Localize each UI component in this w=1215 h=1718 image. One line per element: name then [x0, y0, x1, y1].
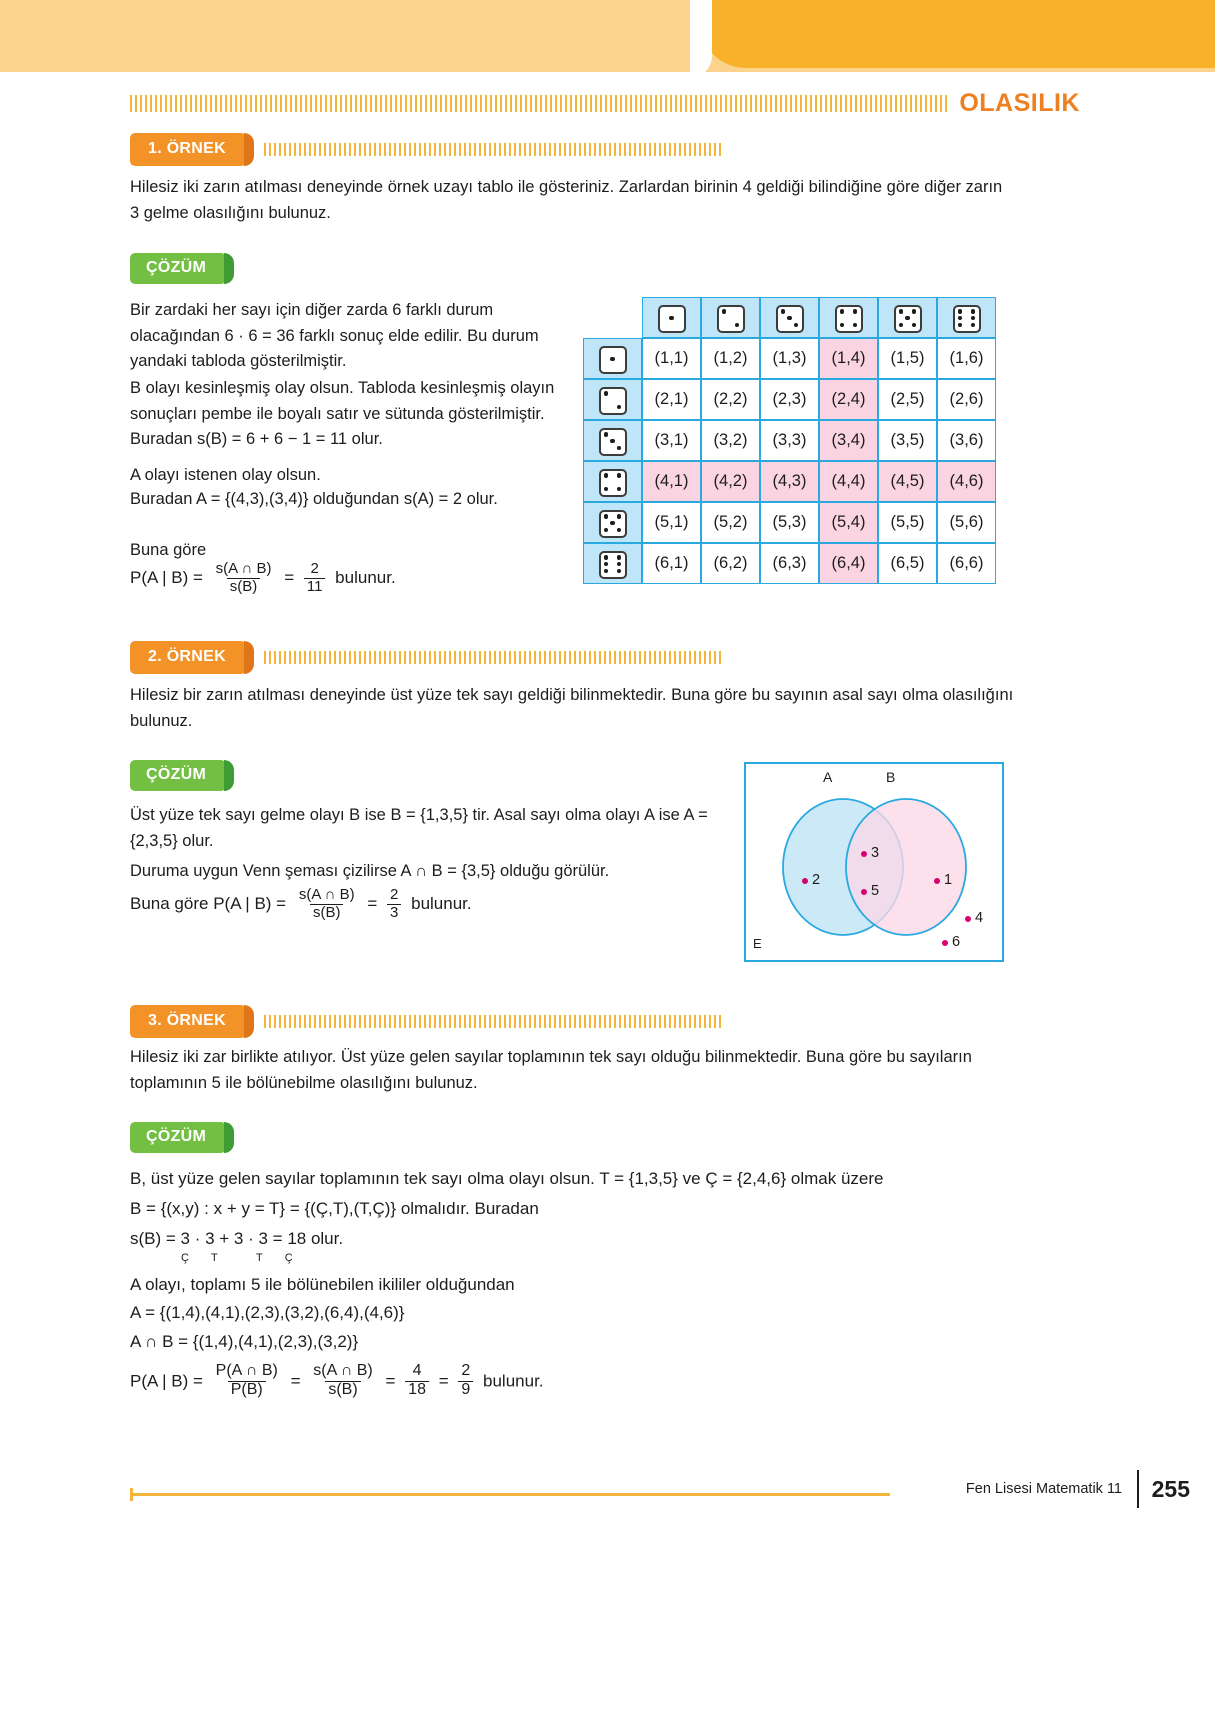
- example-3-fraction-1-numerator: P(A ∩ B): [215, 1362, 278, 1379]
- dice-table-cell: (2,6): [937, 379, 996, 420]
- header-banner-underline: [0, 72, 1215, 86]
- dice-table-row: [583, 338, 996, 379]
- example-3-fraction-3: [405, 1363, 429, 1399]
- example-3-under-label-1: Ç: [181, 1252, 211, 1264]
- venn-point-outside-2: [942, 940, 948, 946]
- venn-diagram: [744, 762, 1004, 962]
- dice-table-cell: (3,2): [701, 420, 760, 461]
- example-2-solution-tab[interactable]: ÇÖZÜM: [130, 760, 226, 791]
- example-1-solution-line-5: Buna göre: [130, 541, 207, 559]
- example-3-solution-line-1: B, üst yüze gelen sayılar toplamının tek sayı olma olayı olsun. T = {1,3,5} ve Ç = {2,4,6} olmak üzere: [130, 1169, 884, 1188]
- example-2-formula-tail: bulunur.: [411, 894, 472, 914]
- die-face-4-icon: [835, 305, 863, 333]
- header-banner-notch: [690, 0, 712, 78]
- example-2-formula-equals: =: [367, 894, 378, 914]
- footer-rule: [130, 1493, 890, 1496]
- die-face-1-icon: [658, 305, 686, 333]
- example-2-fraction-2-numerator: 2: [390, 886, 399, 903]
- example-3-under-label-2: T: [210, 1252, 240, 1264]
- example-3-fraction-4: [458, 1363, 473, 1399]
- dice-table-cell: (3,6): [937, 420, 996, 461]
- die-face-3-icon: [776, 305, 804, 333]
- dice-table-col-header-2: [701, 297, 760, 338]
- die-face-1-icon: [599, 346, 627, 374]
- dice-table-cell: (4,5): [878, 461, 937, 502]
- example-2-fraction-2-denominator: 3: [387, 904, 401, 921]
- example-3-fraction-2: [310, 1363, 376, 1399]
- die-face-5-icon: [599, 510, 627, 538]
- venn-value-outside-2: 6: [952, 934, 961, 950]
- example-3-solution-line-5: A = {(1,4),(4,1),(2,3),(3,2),(6,4),(4,6)}: [130, 1303, 405, 1322]
- example-1-fraction-1-denominator: s(B): [227, 578, 261, 595]
- example-3-fraction-1: [213, 1363, 281, 1399]
- dice-table-row-header-4: [583, 461, 642, 502]
- example-1-header: [130, 133, 724, 166]
- venn-value-intersection-2: 5: [871, 883, 880, 899]
- chapter-dashed-rule: [130, 95, 947, 112]
- example-3-solution-line-2: B = {(x,y) : x + y = T} = {(Ç,T),(T,Ç)} olmalıdır. Buradan: [130, 1199, 539, 1218]
- example-3-fraction-2-denominator: s(B): [325, 1381, 360, 1399]
- example-3-formula: [130, 1364, 1030, 1400]
- example-1-fraction-1: [213, 561, 275, 595]
- venn-value-outside-1: 4: [975, 910, 984, 926]
- dice-table-cell: (5,6): [937, 502, 996, 543]
- dice-table-cell: (4,3): [760, 461, 819, 502]
- example-2-solution-line-2: Duruma uygun Venn şeması çizilirse A ∩ B = {3,5} olduğu görülür.: [130, 862, 610, 880]
- venn-point-intersection-2: [861, 889, 867, 895]
- dice-table-cell: (2,1): [642, 379, 701, 420]
- dice-table-cell: (6,2): [701, 543, 760, 584]
- example-2-dashed-rule: [264, 651, 724, 664]
- example-2-fraction-1-numerator: s(A ∩ B): [298, 886, 355, 903]
- dice-table-row-header-3: [583, 420, 642, 461]
- dice-table-col-header-5: [878, 297, 937, 338]
- footer-book-title: Fen Lisesi Matematik 11: [965, 1481, 1122, 1497]
- venn-value-a-only: 2: [812, 872, 821, 888]
- example-2-formula-prefix: Buna göre: [130, 894, 209, 914]
- example-3-solution-line-4: A olayı, toplamı 5 ile bölünebilen ikililer olduğundan: [130, 1275, 515, 1294]
- venn-value-intersection-1: 3: [871, 845, 880, 861]
- example-3-solution-line-6: A ∩ B = {(1,4),(4,1),(2,3),(3,2)}: [130, 1332, 359, 1351]
- dice-table-cell: (2,2): [701, 379, 760, 420]
- footer-separator: [1137, 1470, 1139, 1508]
- example-2-tab[interactable]: 2. ÖRNEK: [130, 641, 246, 674]
- example-3-fraction-3-denominator: 18: [405, 1381, 429, 1399]
- page-title: OLASILIK: [959, 88, 1080, 117]
- dice-table-cell: (5,1): [642, 502, 701, 543]
- dice-table-row: [583, 461, 996, 502]
- dice-table-corner-cell: [583, 297, 642, 338]
- example-1-fraction-2-numerator: 2: [310, 560, 319, 577]
- dice-table-cell: (3,5): [878, 420, 937, 461]
- dice-table-cell: (1,1): [642, 338, 701, 379]
- dice-table-cell: (5,4): [819, 502, 878, 543]
- dice-table-row-header-2: [583, 379, 642, 420]
- example-2-fraction-1-denominator: s(B): [310, 904, 344, 921]
- example-3-question: Hilesiz iki zar birlikte atılıyor. Üst yüze gelen sayılar toplamının tek sayı olduğu bilinmektedir. Buna göre bu sayıların toplamının 5 ile bölünebilme olasılığını bulunuz.: [130, 1048, 972, 1092]
- example-3-under-label-3: T: [256, 1252, 285, 1264]
- example-3-fraction-3-numerator: 4: [412, 1362, 422, 1379]
- example-3-fraction-4-denominator: 9: [458, 1381, 473, 1399]
- die-face-4-icon: [599, 469, 627, 497]
- dice-table-row-header-1: [583, 338, 642, 379]
- dice-table-header-row: [583, 297, 996, 338]
- dice-table-grid: [583, 297, 996, 584]
- die-face-2-icon: [599, 387, 627, 415]
- example-3-fraction-2-numerator: s(A ∩ B): [313, 1362, 373, 1379]
- dice-table-row: [583, 420, 996, 461]
- example-3-formula-tail: bulunur.: [483, 1371, 544, 1391]
- example-3-header: [130, 1005, 724, 1038]
- dice-table-cell: (3,1): [642, 420, 701, 461]
- venn-label-universe: E: [753, 936, 762, 951]
- example-3-fraction-4-numerator: 2: [461, 1362, 471, 1379]
- example-1-solution-line-1: Bir zardaki her sayı için diğer zarda 6 farklı durum olacağından 6 · 6 = 36 farklı sonuç elde edilir. Bu durum yandaki tabloda gösterilmiştir.: [130, 301, 539, 371]
- example-1-solution-tab[interactable]: ÇÖZÜM: [130, 253, 226, 284]
- dice-table-cell: (6,3): [760, 543, 819, 584]
- dice-table-cell: (1,2): [701, 338, 760, 379]
- die-face-5-icon: [894, 305, 922, 333]
- example-3-dashed-rule: [264, 1015, 724, 1028]
- venn-point-b-only: [934, 878, 940, 884]
- example-1-question: Hilesiz iki zarın atılması deneyinde örnek uzayı tablo ile gösteriniz. Zarlardan birinin 4 geldiği bilindiğine göre diğer zarın 3 gelme olasılığını bulunuz.: [130, 178, 1003, 222]
- die-face-3-icon: [599, 428, 627, 456]
- dice-table-cell: (4,6): [937, 461, 996, 502]
- venn-point-intersection-1: [861, 851, 867, 857]
- example-3-formula-lhs: P(A | B) =: [130, 1371, 203, 1391]
- dice-table-row: [583, 543, 996, 584]
- dice-table-cell: (4,2): [701, 461, 760, 502]
- dice-table-col-header-4: [819, 297, 878, 338]
- example-1-tab[interactable]: 1. ÖRNEK: [130, 133, 246, 166]
- dice-table-cell: (6,4): [819, 543, 878, 584]
- die-face-6-icon: [953, 305, 981, 333]
- venn-set-b-circle: [846, 799, 966, 935]
- example-3-formula-equals-3: =: [438, 1371, 449, 1391]
- dice-table-cell: (1,3): [760, 338, 819, 379]
- sample-space-dice-table: [583, 297, 996, 584]
- example-3-under-label-group-1: [181, 1250, 240, 1267]
- dice-table-cell: (5,5): [878, 502, 937, 543]
- dice-table-cell: (1,5): [878, 338, 937, 379]
- dice-table-cell: (1,6): [937, 338, 996, 379]
- dice-table-cell: (3,4): [819, 420, 878, 461]
- venn-label-a: A: [823, 769, 833, 785]
- dice-table-cell: (6,1): [642, 543, 701, 584]
- dice-table-cell: (2,5): [878, 379, 937, 420]
- venn-point-a-only: [802, 878, 808, 884]
- dice-table-cell: (5,3): [760, 502, 819, 543]
- example-3-formula-equals-1: =: [290, 1371, 301, 1391]
- dice-table-row: [583, 502, 996, 543]
- dice-table-cell: (5,2): [701, 502, 760, 543]
- example-3-fraction-1-denominator: P(B): [228, 1381, 266, 1399]
- example-1-formula-lhs: P(A | B) =: [130, 568, 203, 588]
- dice-table-col-header-1: [642, 297, 701, 338]
- example-2-header: [130, 641, 724, 674]
- example-2-formula-lhs: P(A | B) =: [213, 894, 287, 914]
- example-3-formula-equals-2: =: [385, 1371, 396, 1391]
- venn-point-outside-1: [965, 916, 971, 922]
- dice-table-cell: (2,4): [819, 379, 878, 420]
- example-1-formula-tail: bulunur.: [335, 568, 396, 588]
- page-number: 255: [1151, 1476, 1190, 1502]
- example-3-under-label-4: Ç: [284, 1252, 315, 1264]
- example-3-tab[interactable]: 3. ÖRNEK: [130, 1005, 246, 1038]
- dice-table-cell: (6,5): [878, 543, 937, 584]
- dice-table-cell: (6,6): [937, 543, 996, 584]
- venn-value-b-only: 1: [944, 872, 953, 888]
- dice-table-row-header-6: [583, 543, 642, 584]
- example-1-formula-equals: =: [284, 568, 295, 588]
- example-2-fraction-2: [387, 887, 401, 921]
- example-1-solution-line-4: Buradan A = {(4,3),(3,4)} olduğundan s(A) = 2 olur.: [130, 490, 498, 508]
- chapter-title-row: [130, 88, 1080, 118]
- example-2-question: Hilesiz bir zarın atılması deneyinde üst yüze tek sayı geldiği bilinmektedir. Buna göre bu sayının asal sayı olma olasılığını bulunuz.: [130, 686, 1014, 730]
- dice-table-col-header-6: [937, 297, 996, 338]
- dice-table-row: [583, 379, 996, 420]
- venn-label-b: B: [886, 769, 896, 785]
- example-1-fraction-2: [304, 561, 326, 595]
- venn-diagram-svg: [746, 764, 1002, 960]
- example-1-formula: [130, 562, 590, 596]
- example-3-solution-tab[interactable]: ÇÖZÜM: [130, 1122, 226, 1153]
- dice-table-cell: (4,4): [819, 461, 878, 502]
- example-1-fraction-1-numerator: s(A ∩ B): [215, 560, 272, 577]
- example-1-solution-line-3: A olayı istenen olay olsun.: [130, 466, 321, 484]
- example-1-dashed-rule: [264, 143, 724, 156]
- example-3-solution-line-3: s(B) = 3 · 3 + 3 · 3 = 18 olur.: [130, 1229, 344, 1248]
- example-3-under-label-group-2: [256, 1250, 315, 1267]
- example-1-fraction-2-denominator: 11: [304, 578, 326, 595]
- example-2-fraction-1: [296, 887, 358, 921]
- example-2-solution-line-1: Üst yüze tek sayı gelme olayı B ise B = {1,3,5} tir. Asal sayı olma olayı A ise A = {2,3,5} olur.: [130, 806, 708, 850]
- dice-table-cell: (1,4): [819, 338, 878, 379]
- die-face-6-icon: [599, 551, 627, 579]
- example-1-solution-line-2: B olayı kesinleşmiş olay olsun. Tabloda kesinleşmiş olayın sonuçları pembe ile boyalı satır ve sütunda gösterilmiştir. Buradan s(B) = 6 + 6 − 1 = 11 olur.: [130, 379, 555, 449]
- die-face-2-icon: [717, 305, 745, 333]
- dice-table-cell: (4,1): [642, 461, 701, 502]
- dice-table-cell: (2,3): [760, 379, 819, 420]
- example-2-formula: [130, 888, 750, 922]
- dice-table-cell: (3,3): [760, 420, 819, 461]
- dice-table-col-header-3: [760, 297, 819, 338]
- dice-table-row-header-5: [583, 502, 642, 543]
- header-banner-right: [700, 0, 1215, 68]
